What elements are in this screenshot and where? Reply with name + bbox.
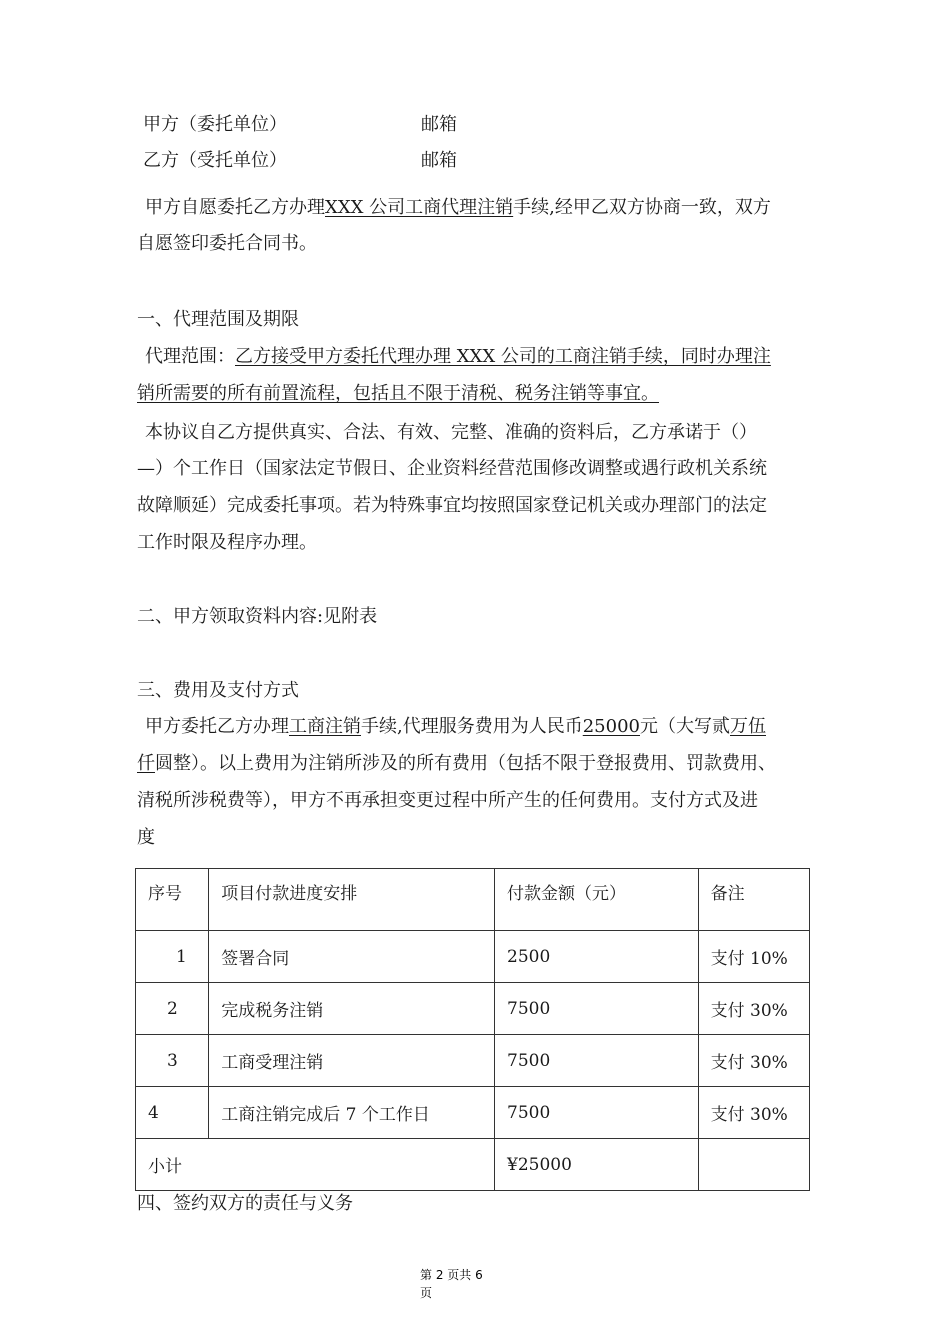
row-item: 完成税务注销 bbox=[209, 983, 495, 1035]
header-note: 备注 bbox=[698, 869, 809, 931]
term-line-1: 本协议自乙方提供真实、合法、有效、完整、准确的资料后，乙方承诺于（） bbox=[145, 422, 757, 443]
row-index: 3 bbox=[136, 1035, 209, 1087]
page-number-line-1: 第 2 页共 6 bbox=[420, 1268, 483, 1282]
header-index: 序号 bbox=[136, 869, 209, 931]
row-item: 签署合同 bbox=[209, 931, 495, 983]
row-index: 2 bbox=[136, 983, 209, 1035]
party-a-label: 甲方（委托单位） bbox=[143, 114, 287, 135]
table-row bbox=[136, 931, 810, 983]
row-amount: 7500 bbox=[495, 1035, 699, 1087]
page-number bbox=[420, 1266, 530, 1302]
section3-heading: 三、费用及支付方式 bbox=[137, 680, 299, 701]
section1-heading: 一、代理范围及期限 bbox=[137, 309, 299, 330]
row-amount: 2500 bbox=[495, 931, 699, 983]
term-line-2: —）个工作日（国家法定节假日、企业资料经营范围修改调整或遇行政机关系统 bbox=[137, 458, 767, 479]
row-amount: 7500 bbox=[495, 983, 699, 1035]
fee-line-4: 度 bbox=[137, 827, 155, 848]
row-amount: 7500 bbox=[495, 1087, 699, 1139]
table-row bbox=[136, 983, 810, 1035]
subtotal-label: 小计 bbox=[136, 1139, 495, 1191]
page-number-line-2: 页 bbox=[420, 1286, 433, 1300]
payment-schedule-table bbox=[135, 868, 810, 1191]
row-item: 工商受理注销 bbox=[209, 1035, 495, 1087]
header-item: 项目付款进度安排 bbox=[209, 869, 495, 931]
intro-line-2: 自愿签印委托合同书。 bbox=[137, 233, 317, 254]
row-note: 支付 30% bbox=[698, 1087, 809, 1139]
row-note: 支付 30% bbox=[698, 1035, 809, 1087]
scope-line-1: 代理范围：乙方接受甲方委托代理办理 XXX 公司的工商注销手续，同时办理注 bbox=[145, 346, 771, 367]
row-index: 4 bbox=[136, 1087, 209, 1139]
row-note: 支付 10% bbox=[698, 931, 809, 983]
fee-line-3: 清税所涉税费等），甲方不再承担变更过程中所产生的任何费用。支付方式及进 bbox=[137, 790, 758, 811]
subtotal-row bbox=[136, 1139, 810, 1191]
row-index: 1 bbox=[136, 931, 209, 983]
subtotal-value: ¥25000 bbox=[495, 1139, 699, 1191]
party-b-label: 乙方（受托单位） bbox=[143, 150, 287, 171]
section2-heading: 二、甲方领取资料内容:见附表 bbox=[137, 606, 378, 627]
party-a-email-label: 邮箱 bbox=[421, 114, 457, 135]
fee-line-2: 仟圆整）。以上费用为注销所涉及的所有费用（包括不限于登报费用、罚款费用、 bbox=[137, 753, 776, 774]
table-row bbox=[136, 1035, 810, 1087]
scope-line-2: 销所需要的所有前置流程，包括且不限于清税、税务注销等事宜。 bbox=[137, 383, 659, 404]
party-b-email-label: 邮箱 bbox=[421, 150, 457, 171]
term-line-3: 故障顺延）完成委托事项。若为特殊事宜均按照国家登记机关或办理部门的法定 bbox=[137, 495, 767, 516]
fee-line-1: 甲方委托乙方办理工商注销手续,代理服务费用为人民币25000元（大写贰万伍 bbox=[145, 716, 766, 737]
subtotal-note bbox=[698, 1139, 809, 1191]
row-item: 工商注销完成后 7 个工作日 bbox=[209, 1087, 495, 1139]
section4-heading: 四、签约双方的责任与义务 bbox=[137, 1193, 353, 1214]
table-row bbox=[136, 1087, 810, 1139]
table-header-row bbox=[136, 869, 810, 931]
intro-line-1: 甲方自愿委托乙方办理XXX 公司工商代理注销手续,经甲乙双方协商一致，双方 bbox=[145, 197, 771, 218]
term-line-4: 工作时限及程序办理。 bbox=[137, 532, 317, 553]
header-amount: 付款金额（元） bbox=[495, 869, 699, 931]
row-note: 支付 30% bbox=[698, 983, 809, 1035]
